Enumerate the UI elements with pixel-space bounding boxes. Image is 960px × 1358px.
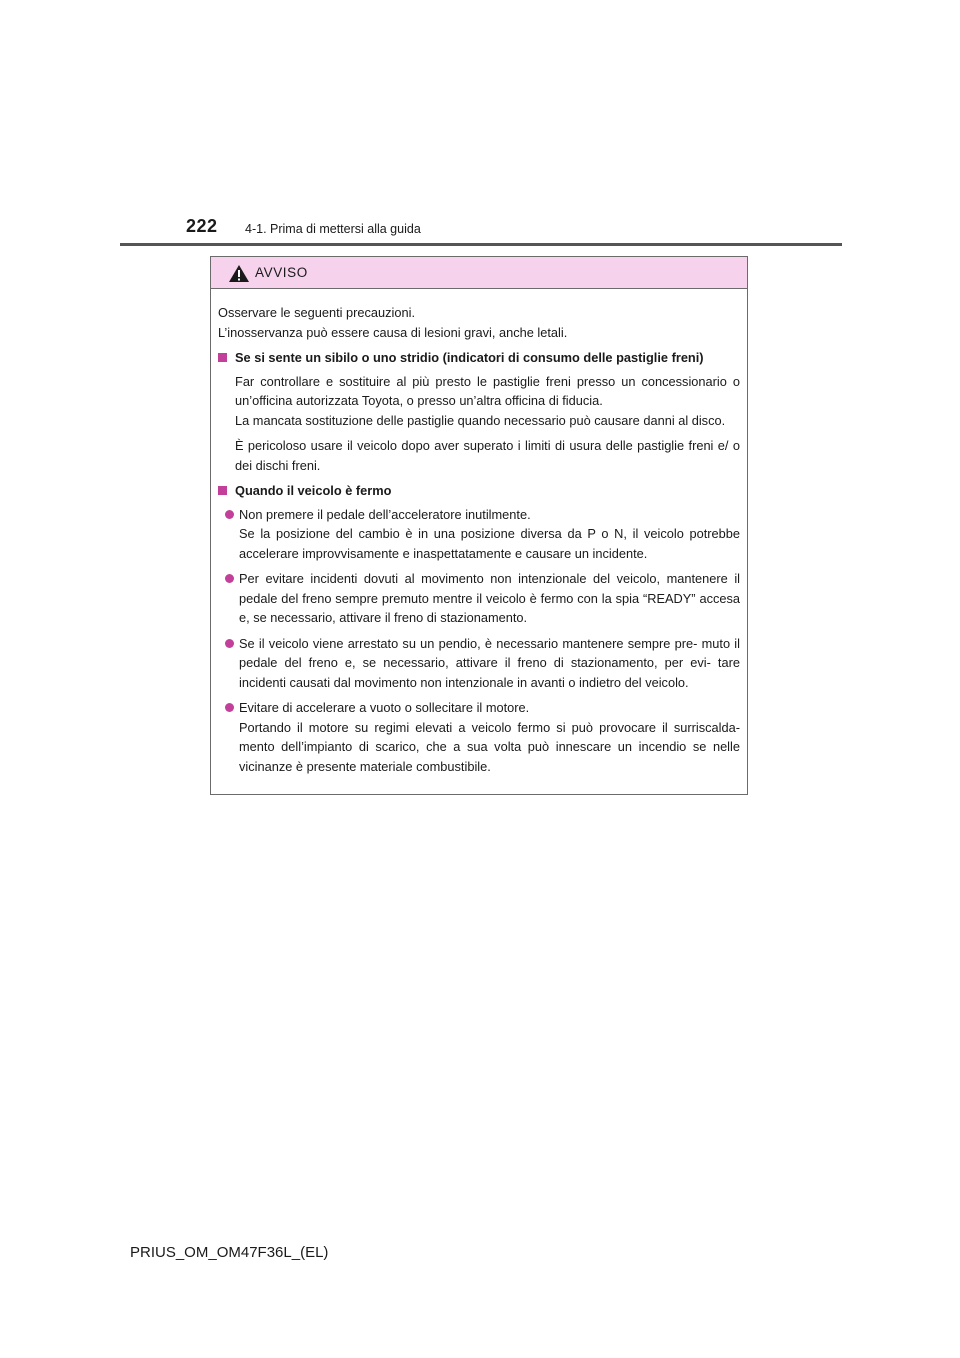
list-item-line: Per evitare incidenti dovuti al movimento non intenzionale del veicolo, mantenere il pedale del freno sempre premuto mentre il veicolo è fermo con la spia “READY” accesa e, se necessario, attivare il freno di stazionamento. (239, 571, 740, 625)
list-item-text (239, 505, 740, 564)
section-title: 4-1. Prima di mettersi alla guida (245, 222, 421, 236)
section-heading (218, 348, 740, 368)
list-item-text (239, 569, 740, 628)
square-bullet-icon (218, 481, 229, 501)
list-item (218, 505, 740, 564)
list-item-text (239, 698, 740, 776)
circle-bullet-icon (225, 634, 235, 693)
circle-bullet-icon (225, 569, 235, 628)
section-heading-text: Se si sente un sibilo o uno stridio (indicatori di consumo delle pastiglie freni) (235, 350, 704, 365)
list-item-line: Evitare di accelerare a vuoto o sollecitare il motore. (239, 700, 530, 715)
list-item-line: Se il veicolo viene arrestato su un pendio, è necessario mantenere sempre pre- muto il pedale del freno e, se necessario, attivare il freno di stazionamento, per evi- tare incidenti causati dal movimento non intenzionale in avanti o indietro del veicolo. (239, 635, 740, 690)
warning-body (211, 289, 747, 794)
list-item (218, 698, 740, 776)
paragraph-text: La mancata sostituzione delle pastiglie quando necessario può causare danni al disco. (235, 412, 726, 428)
list-item (218, 634, 740, 693)
header-rule (120, 243, 842, 246)
section-heading-text: Quando il veicolo è fermo (235, 483, 392, 498)
warning-box (210, 256, 748, 795)
circle-bullet-icon (225, 505, 235, 564)
paragraph-text: Far controllare e sostituire al più presto le pastiglie freni presso un concessionario o un’officina autorizzata Toyota, o presso un’altra officina di fiducia. (235, 373, 740, 408)
list-item-line: Non premere il pedale dell’acceleratore inutilmente. (239, 506, 531, 522)
warning-header (211, 257, 747, 289)
list-item-line: Portando il motore su regimi elevati a veicolo fermo si può provocare il surriscalda- mento dell’impianto di scarico, che a sua volta può innescare un incendio se nelle vicinanze è presente materiale combustibile. (239, 719, 740, 774)
square-bullet-icon (218, 348, 229, 368)
intro-line: L’inosservanza può essere causa di lesioni gravi, anche letali. (218, 324, 568, 340)
intro-line: Osservare le seguenti precauzioni. (218, 305, 416, 320)
paragraph-text: È pericoloso usare il veicolo dopo aver superato i limiti di usura delle pastiglie freni e/ o dei dischi freni. (235, 438, 740, 473)
document-code: PRIUS_OM_OM47F36L_(EL) (130, 1244, 329, 1261)
paragraph (235, 436, 740, 475)
warning-triangle-icon (228, 264, 250, 283)
warning-title: AVVISO (255, 265, 308, 280)
list-item-text (239, 634, 740, 693)
warning-intro (218, 303, 740, 342)
page-number: 222 (186, 216, 218, 236)
circle-bullet-icon (225, 698, 235, 776)
paragraph (235, 372, 740, 431)
list-item (218, 569, 740, 628)
list-item-line: Se la posizione del cambio è in una posizione diversa da P o N, il veicolo potrebbe accelerare improvvisamente e inaspettatamente e causare un incidente. (239, 526, 740, 561)
section-heading (218, 481, 740, 501)
